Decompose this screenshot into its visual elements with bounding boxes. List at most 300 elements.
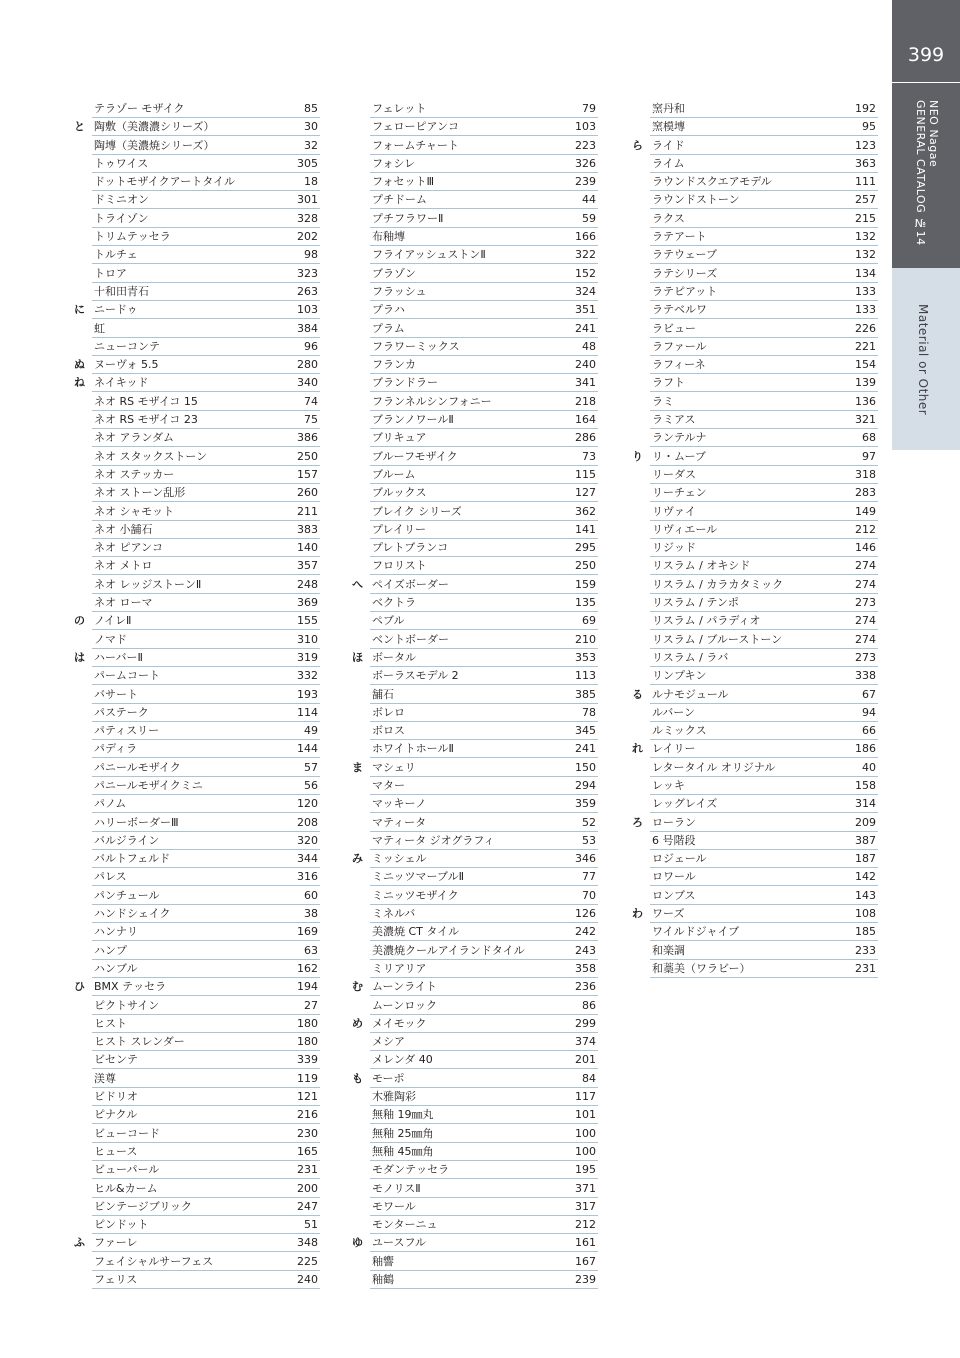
entry-page: 305 — [297, 156, 318, 170]
index-entry — [92, 1180, 320, 1198]
index-entry — [92, 210, 320, 228]
entry-name: ネオ ステッカー — [94, 467, 175, 481]
entry-page: 338 — [855, 669, 876, 683]
index-entry — [370, 923, 598, 941]
entry-name: フェイシャルサーフェス — [94, 1254, 214, 1268]
entry-page: 164 — [575, 413, 596, 427]
entry-page: 113 — [575, 669, 596, 683]
entry-name: メイモック — [372, 1016, 427, 1030]
index-entry — [92, 557, 320, 575]
entry-page: 193 — [297, 687, 318, 701]
kana-heading: ら — [632, 138, 643, 152]
index-entry — [92, 466, 320, 484]
entry-name: ラミアス — [652, 413, 696, 427]
kana-heading: り — [632, 449, 643, 463]
entry-name: ロワール — [652, 870, 696, 884]
entry-page: 242 — [575, 925, 596, 939]
index-entry — [92, 612, 320, 630]
entry-name: ファーレ — [94, 1236, 138, 1250]
index-entry — [92, 850, 320, 868]
entry-page: 96 — [304, 339, 318, 353]
entry-name: ネオ アランダム — [94, 431, 175, 445]
entry-page: 371 — [575, 1181, 596, 1195]
index-entry — [370, 905, 598, 923]
entry-name: フェリス — [94, 1273, 138, 1286]
entry-page: 114 — [297, 705, 318, 719]
index-entry — [92, 759, 320, 777]
index-entry — [650, 301, 878, 319]
entry-page: 274 — [855, 577, 876, 591]
entry-page: 210 — [575, 632, 596, 646]
index-entry — [650, 484, 878, 502]
index-entry — [370, 100, 598, 118]
entry-name: レッグレイズ — [652, 797, 718, 811]
index-entry — [92, 686, 320, 704]
entry-page: 319 — [297, 650, 318, 664]
entry-name: フェレット — [372, 102, 427, 115]
index-entry — [370, 814, 598, 832]
entry-name: フロリスト — [372, 559, 427, 573]
entry-page: 239 — [575, 1273, 596, 1286]
index-entry — [370, 557, 598, 575]
entry-name: ネオ RS モザイコ 23 — [94, 413, 198, 427]
index-entry — [650, 850, 878, 868]
tab-divider — [892, 82, 960, 83]
kana-heading: の — [74, 614, 85, 628]
entry-page: 97 — [862, 449, 876, 463]
entry-name: 陶塼（美濃焼シリーズ） — [94, 138, 215, 152]
entry-page: 320 — [297, 833, 318, 847]
entry-page: 158 — [855, 778, 876, 792]
entry-page: 344 — [297, 852, 318, 866]
index-entry — [92, 997, 320, 1015]
entry-name: リンプキン — [652, 669, 707, 683]
index-entry — [370, 210, 598, 228]
index-entry — [92, 484, 320, 502]
entry-name: プラム — [372, 321, 405, 335]
entry-page: 328 — [297, 211, 318, 225]
index-entry — [92, 228, 320, 246]
index-entry — [92, 1161, 320, 1179]
index-entry — [92, 246, 320, 264]
entry-name: ネオ 小舗石 — [94, 522, 153, 536]
entry-page: 386 — [297, 431, 318, 445]
entry-page: 316 — [297, 870, 318, 884]
index-entry — [650, 356, 878, 374]
entry-name: トリムテッセラ — [94, 230, 171, 244]
entry-name: プチフラワーⅡ — [372, 211, 444, 225]
index-entry — [370, 667, 598, 685]
entry-name: ムーンロック — [372, 998, 438, 1012]
entry-page: 240 — [297, 1273, 318, 1286]
index-entry — [92, 100, 320, 118]
entry-name: 窯丹和 — [652, 102, 685, 115]
index-entry — [650, 612, 878, 630]
entry-name: メシア — [372, 1035, 405, 1049]
entry-name: ネオ スタックストーン — [94, 449, 208, 463]
entry-page: 243 — [575, 943, 596, 957]
entry-name: ネオ RS モザイコ 15 — [94, 394, 198, 408]
entry-page: 223 — [575, 138, 596, 152]
entry-page: 260 — [297, 486, 318, 500]
entry-page: 357 — [297, 559, 318, 573]
entry-page: 274 — [855, 632, 876, 646]
entry-name: フランネルシンフォニー — [372, 394, 492, 408]
index-entry — [650, 265, 878, 283]
entry-page: 241 — [575, 742, 596, 756]
index-entry — [650, 155, 878, 173]
entry-page: 280 — [297, 358, 318, 372]
entry-name: ラファール — [652, 339, 707, 353]
entry-page: 142 — [855, 870, 876, 884]
entry-page: 250 — [575, 559, 596, 573]
index-entry — [650, 594, 878, 612]
kana-heading: ほ — [352, 650, 363, 664]
entry-page: 27 — [304, 998, 318, 1012]
index-entry — [92, 503, 320, 521]
entry-name: リ・ムーブ — [652, 449, 706, 463]
entry-name: トルチェ — [94, 248, 138, 262]
entry-page: 231 — [855, 961, 876, 975]
index-entry — [650, 686, 878, 704]
entry-name: フラワーミックス — [372, 339, 460, 353]
entry-name: ラウンドスクエアモデル — [652, 175, 772, 189]
entry-page: 133 — [855, 284, 876, 298]
index-entry — [650, 777, 878, 795]
entry-name: ミネルバ — [372, 907, 416, 921]
index-entry — [370, 338, 598, 356]
entry-name: ニードゥ — [94, 303, 138, 317]
entry-name: ネオ レッジストーンⅡ — [94, 577, 202, 591]
index-entry — [370, 594, 598, 612]
index-entry — [92, 393, 320, 411]
index-entry — [92, 1253, 320, 1271]
entry-name: フォームチャート — [372, 138, 459, 152]
entry-page: 161 — [575, 1236, 596, 1250]
index-entry — [370, 246, 598, 264]
entry-page: 310 — [297, 632, 318, 646]
entry-name: ライド — [652, 138, 685, 152]
index-entry — [370, 612, 598, 630]
index-entry — [370, 686, 598, 704]
entry-name: ブランドラー — [372, 376, 438, 390]
entry-name: ピナクル — [94, 1108, 138, 1122]
entry-name: プチドーム — [372, 193, 427, 207]
entry-page: 139 — [855, 376, 876, 390]
entry-page: 121 — [297, 1090, 318, 1104]
entry-name: 美濃焼 CT タイル — [372, 925, 460, 939]
entry-page: 208 — [297, 815, 318, 829]
entry-page: 135 — [575, 596, 596, 610]
entry-name: ハンブル — [94, 961, 138, 975]
catalog-title: NEO Nagae GENERAL CATALOG №14 — [914, 100, 940, 246]
index-entry — [370, 411, 598, 429]
kana-heading: ろ — [632, 815, 643, 829]
index-entry — [650, 722, 878, 740]
entry-page: 111 — [855, 175, 876, 189]
index-entry — [92, 265, 320, 283]
entry-name: リーダス — [652, 467, 696, 481]
index-entry — [370, 978, 598, 996]
index-entry — [370, 173, 598, 191]
entry-page: 212 — [855, 522, 876, 536]
entry-name: リスラム / ラバ — [652, 650, 729, 664]
entry-page: 166 — [575, 230, 596, 244]
index-entry — [650, 118, 878, 136]
entry-name: 6 号階段 — [652, 833, 696, 847]
index-entry — [92, 887, 320, 905]
index-entry — [370, 484, 598, 502]
index-entry — [650, 631, 878, 649]
kana-heading: は — [74, 650, 85, 664]
index-entry — [92, 374, 320, 392]
entry-page: 68 — [862, 431, 876, 445]
entry-name: ワイルドジャイブ — [652, 925, 740, 939]
entry-page: 38 — [304, 907, 318, 921]
entry-name: レタータイル オリジナル — [652, 760, 776, 774]
kana-heading: ま — [352, 760, 363, 774]
entry-name: レッキ — [652, 778, 685, 792]
entry-name: パノム — [94, 797, 127, 811]
entry-page: 273 — [855, 596, 876, 610]
entry-page: 192 — [855, 102, 876, 115]
entry-page: 126 — [575, 907, 596, 921]
entry-page: 146 — [855, 541, 876, 555]
entry-page: 374 — [575, 1035, 596, 1049]
index-entry — [650, 832, 878, 850]
kana-heading: る — [632, 687, 643, 701]
entry-page: 231 — [297, 1163, 318, 1177]
index-entry — [650, 320, 878, 338]
entry-name: ミッシェル — [372, 852, 427, 866]
entry-name: ボーラスモデル 2 — [372, 669, 459, 683]
entry-page: 75 — [304, 413, 318, 427]
entry-name: ペブル — [372, 614, 405, 628]
index-entry — [650, 246, 878, 264]
entry-page: 32 — [304, 138, 318, 152]
entry-name: リスラム / テンポ — [652, 596, 739, 610]
entry-page: 240 — [575, 358, 596, 372]
entry-page: 115 — [575, 467, 596, 481]
entry-name: テラゾー モザイク — [94, 102, 185, 115]
index-entry — [92, 1216, 320, 1234]
index-entry — [92, 1070, 320, 1088]
entry-name: ピクトサイン — [94, 998, 160, 1012]
entry-name: フライアッシュストンⅡ — [372, 248, 486, 262]
entry-page: 123 — [855, 138, 876, 152]
entry-page: 225 — [297, 1254, 318, 1268]
index-entry — [92, 649, 320, 667]
entry-page: 127 — [575, 486, 596, 500]
index-entry — [370, 759, 598, 777]
index-entry — [370, 1015, 598, 1033]
entry-page: 294 — [575, 778, 596, 792]
section-title: Material or Other — [916, 304, 930, 416]
entry-name: ネオ ストーン乱形 — [94, 486, 186, 500]
entry-name: モノリスⅡ — [372, 1181, 421, 1195]
entry-page: 63 — [304, 943, 318, 957]
entry-page: 155 — [297, 614, 318, 628]
entry-page: 60 — [304, 888, 318, 902]
entry-page: 157 — [297, 467, 318, 481]
entry-page: 66 — [862, 724, 876, 738]
kana-heading: め — [352, 1016, 363, 1030]
entry-page: 358 — [575, 961, 596, 975]
entry-page: 85 — [304, 102, 318, 115]
entry-name: ラフト — [652, 376, 685, 390]
entry-name: モンターニュ — [372, 1218, 438, 1232]
index-entry — [92, 942, 320, 960]
index-entry — [92, 191, 320, 209]
entry-name: ラミ — [652, 394, 674, 408]
entry-name: ローラン — [652, 815, 696, 829]
entry-page: 326 — [575, 156, 596, 170]
index-entry — [370, 1161, 598, 1179]
entry-name: モワール — [372, 1199, 416, 1213]
entry-page: 317 — [575, 1199, 596, 1213]
index-entry — [370, 374, 598, 392]
entry-name: ラビュー — [652, 321, 696, 335]
entry-name: ラテアート — [652, 230, 707, 244]
entry-name: ドットモザイクアートタイル — [94, 175, 236, 189]
entry-page: 322 — [575, 248, 596, 262]
entry-page: 18 — [304, 175, 318, 189]
kana-heading: ね — [74, 376, 85, 390]
entry-name: ビセンテ — [94, 1053, 138, 1067]
entry-name: ベクトラ — [372, 596, 416, 610]
entry-name: ネイキッド — [94, 376, 149, 390]
entry-name: ロジェール — [652, 852, 707, 866]
index-entry — [92, 1234, 320, 1252]
entry-page: 215 — [855, 211, 876, 225]
entry-page: 340 — [297, 376, 318, 390]
entry-page: 346 — [575, 852, 596, 866]
entry-page: 301 — [297, 193, 318, 207]
entry-name: ランテルナ — [652, 431, 707, 445]
index-entry — [92, 667, 320, 685]
entry-name: ミニッツモザイク — [372, 888, 459, 902]
entry-page: 101 — [575, 1108, 596, 1122]
entry-name: ヒスト — [94, 1016, 127, 1030]
entry-page: 233 — [855, 943, 876, 957]
index-entry — [370, 832, 598, 850]
entry-name: 虹 — [94, 321, 105, 335]
entry-name: トライゾン — [94, 211, 149, 225]
entry-page: 95 — [862, 120, 876, 134]
entry-page: 162 — [297, 961, 318, 975]
entry-name: パディラ — [94, 742, 138, 756]
entry-page: 339 — [297, 1053, 318, 1067]
entry-page: 74 — [304, 394, 318, 408]
index-entry — [370, 740, 598, 758]
entry-page: 67 — [862, 687, 876, 701]
entry-page: 201 — [575, 1053, 596, 1067]
index-entry — [92, 1198, 320, 1216]
entry-name: ヌーヴォ 5.5 — [94, 358, 159, 372]
entry-page: 149 — [855, 504, 876, 518]
entry-page: 152 — [575, 266, 596, 280]
entry-name: 陶敷（美濃濃シリーズ） — [94, 120, 215, 134]
entry-name: 舗石 — [372, 687, 394, 701]
entry-page: 59 — [582, 211, 596, 225]
index-entry — [370, 228, 598, 246]
index-entry — [92, 411, 320, 429]
index-entry — [370, 850, 598, 868]
index-entry — [370, 576, 598, 594]
entry-name: マッキーノ — [372, 797, 427, 811]
index-entry — [370, 1125, 598, 1143]
entry-name: ブルックス — [372, 486, 427, 500]
entry-name: プレトブランコ — [372, 541, 449, 555]
entry-page: 321 — [855, 413, 876, 427]
entry-page: 77 — [582, 870, 596, 884]
entry-page: 30 — [304, 120, 318, 134]
entry-name: バルジライン — [94, 833, 160, 847]
entry-page: 383 — [297, 522, 318, 536]
entry-page: 194 — [297, 980, 318, 994]
index-entry — [650, 759, 878, 777]
entry-name: 布釉塼 — [372, 230, 405, 244]
index-entry — [650, 210, 878, 228]
entry-page: 132 — [855, 230, 876, 244]
entry-name: ハンナリ — [94, 925, 138, 939]
entry-page: 263 — [297, 284, 318, 298]
index-entry — [650, 283, 878, 301]
entry-page: 133 — [855, 303, 876, 317]
index-entry — [650, 704, 878, 722]
index-entry — [92, 429, 320, 447]
index-entry — [650, 228, 878, 246]
entry-page: 216 — [297, 1108, 318, 1122]
entry-page: 141 — [575, 522, 596, 536]
index-entry — [370, 155, 598, 173]
entry-name: 渼尊 — [94, 1071, 116, 1085]
entry-name: リスラム / カラカタミック — [652, 577, 784, 591]
entry-page: 108 — [855, 907, 876, 921]
entry-page: 273 — [855, 650, 876, 664]
entry-name: ライム — [652, 156, 685, 170]
entry-page: 230 — [297, 1126, 318, 1140]
entry-page: 186 — [855, 742, 876, 756]
index-entry — [92, 539, 320, 557]
entry-page: 49 — [304, 724, 318, 738]
index-entry — [370, 704, 598, 722]
entry-name: ブラゾン — [372, 266, 416, 280]
index-entry — [370, 429, 598, 447]
entry-name: 美濃焼クールアイランドタイル — [372, 943, 525, 957]
index-entry — [650, 814, 878, 832]
entry-page: 180 — [297, 1016, 318, 1030]
entry-page: 185 — [855, 925, 876, 939]
entry-page: 387 — [855, 833, 876, 847]
entry-name: ビドリオ — [94, 1090, 138, 1104]
entry-page: 348 — [297, 1236, 318, 1250]
entry-name: 無釉 25㎜角 — [372, 1126, 434, 1140]
index-entry — [92, 777, 320, 795]
index-entry — [92, 814, 320, 832]
entry-page: 332 — [297, 669, 318, 683]
entry-name: ユースフル — [372, 1236, 427, 1250]
entry-page: 341 — [575, 376, 596, 390]
entry-page: 209 — [855, 815, 876, 829]
entry-name: ボロス — [372, 724, 405, 738]
entry-page: 200 — [297, 1181, 318, 1195]
entry-name: ロンブス — [652, 888, 696, 902]
entry-name: ハンドシェイク — [94, 907, 171, 921]
entry-page: 247 — [297, 1199, 318, 1213]
entry-name: 木雅陶彩 — [372, 1090, 416, 1104]
index-entry — [370, 887, 598, 905]
